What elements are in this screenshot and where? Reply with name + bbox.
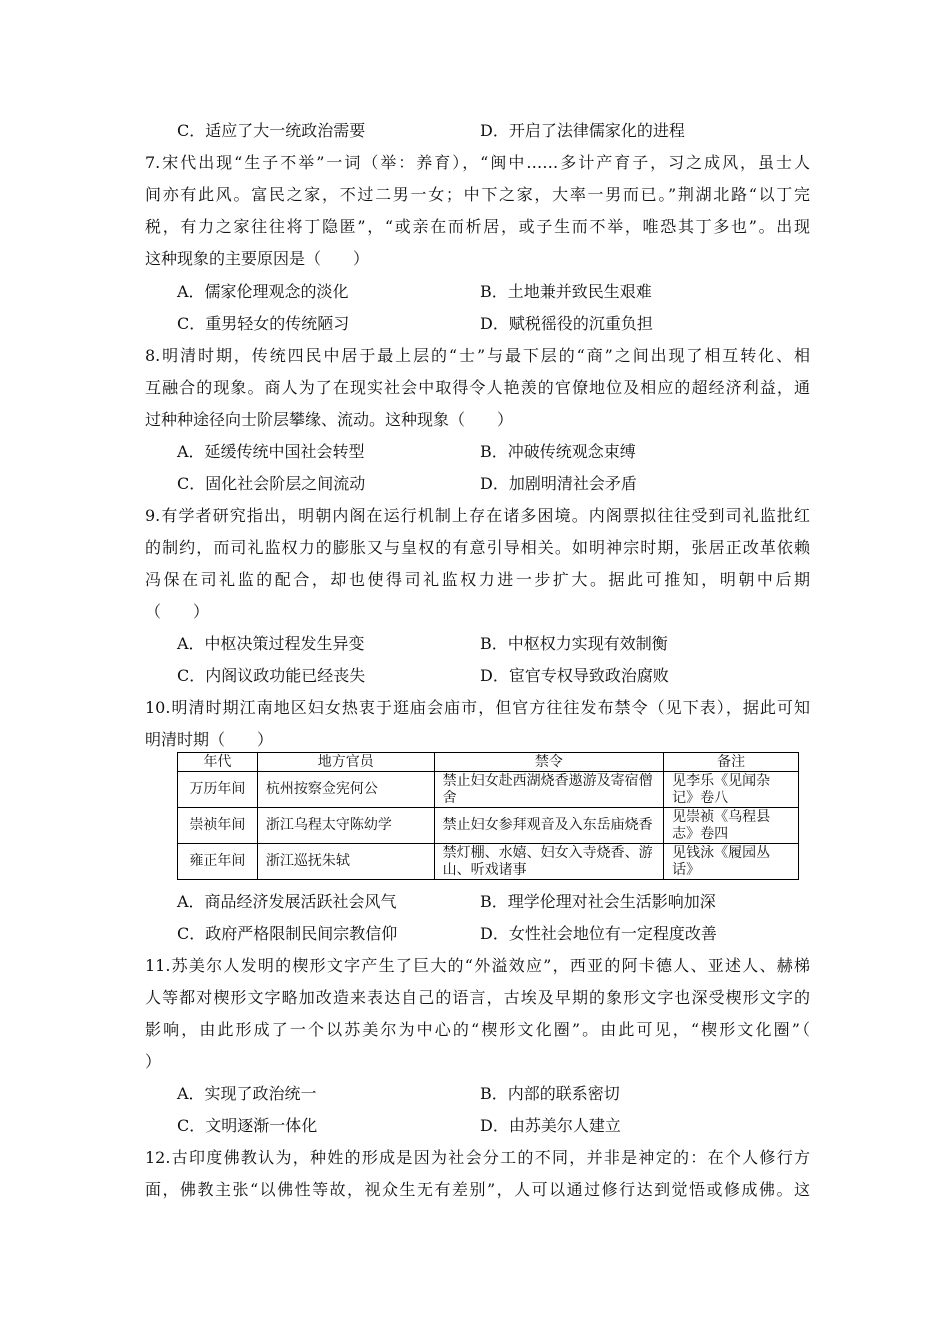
q6-option-d: D．开启了法律儒家化的进程: [480, 121, 685, 140]
table-cell-era: 雍正年间: [178, 844, 258, 880]
table-row: [178, 808, 799, 844]
table-header: 年代: [178, 753, 258, 772]
q7-option-b: B．土地兼并致民生艰难: [480, 282, 652, 301]
q8-text-line: 互融合的现象。商人为了在现实社会中取得令人艳羡的官僚地位及相应的超经济利益，通: [145, 378, 810, 397]
q8-option-c: C．固化社会阶层之间流动: [177, 474, 366, 493]
q8-text-line: 过种种途径向士阶层攀缘、流动。这种现象（ ）: [145, 410, 514, 429]
q10-option-d: D．女性社会地位有一定程度改善: [480, 924, 717, 943]
table-cell-ban: 禁止妇女参拜观音及入东岳庙烧香: [434, 808, 664, 844]
table-header: 备注: [664, 753, 799, 772]
q8-option-a: A．延缓传统中国社会转型: [177, 442, 365, 461]
q10-option-a: A．商品经济发展活跃社会风气: [177, 892, 397, 911]
table-row: [178, 844, 799, 880]
q9-text-line: 冯保在司礼监的配合，却也使得司礼监权力进一步扩大。据此可推知，明朝中后期: [145, 570, 810, 589]
q11-option-a: A．实现了政治统一: [177, 1084, 317, 1103]
q9-option-b: B．中枢权力实现有效制衡: [480, 634, 668, 653]
q7-option-c: C．重男轻女的传统陋习: [177, 314, 350, 333]
q11-text-line: ）: [145, 1052, 162, 1071]
q11-option-d: D．由苏美尔人建立: [480, 1116, 621, 1135]
table-cell-ban: 禁灯棚、水嬉、妇女入寺烧香、游山、听戏诸事: [434, 844, 664, 880]
table-header-row: [178, 753, 799, 772]
q10-option-c: C．政府严格限制民间宗教信仰: [177, 924, 398, 943]
q12-text-line: 12.古印度佛教认为，种姓的形成是因为社会分工的不同，并非是神定的：在个人修行方: [145, 1148, 810, 1167]
q7-text-line: 税，有力之家往往将丁隐匿”，“或亲在而析居，或子生而不举，唯恐其丁多也”。出现: [145, 217, 810, 236]
table-cell-note: 见李乐《见闻杂记》卷八: [664, 772, 799, 808]
q11-option-c: C．文明逐渐一体化: [177, 1116, 318, 1135]
q8-option-b: B．冲破传统观念束缚: [480, 442, 636, 461]
table-row: [178, 772, 799, 808]
q11-text-line: 人等都对楔形文字略加改造来表达自己的语言，古埃及早期的象形文字也深受楔形文字的: [145, 988, 810, 1007]
q11-text-line: 影响，由此形成了一个以苏美尔为中心的“楔形文化圈”。由此可见，“楔形文化圈”（: [145, 1020, 810, 1039]
q11-option-b: B．内部的联系密切: [480, 1084, 620, 1103]
q10-text-line: 10.明清时期江南地区妇女热衷于逛庙会庙市，但官方往往发布禁令（见下表），据此可知: [145, 698, 810, 717]
table-cell-ban: 禁止妇女赴西湖烧香遨游及寄宿僧舍: [434, 772, 664, 808]
q7-text-line: 间亦有此风。富民之家，不过二男一女；中下之家，大率一男而已。”荆湖北路“以丁完: [145, 185, 810, 204]
table-header: 禁令: [434, 753, 664, 772]
table-cell-era: 万历年间: [178, 772, 258, 808]
q9-option-c: C．内阁议政功能已经丧失: [177, 666, 366, 685]
table-cell-official: 浙江乌程太守陈幼学: [257, 808, 434, 844]
q9-option-a: A．中枢决策过程发生异变: [177, 634, 365, 653]
table-header: 地方官员: [257, 753, 434, 772]
table-cell-official: 杭州按察佥宪何公: [257, 772, 434, 808]
q11-text-line: 11.苏美尔人发明的楔形文字产生了巨大的“外溢效应”，西亚的阿卡德人、亚述人、赫梯: [145, 956, 810, 975]
table-cell-era: 崇祯年间: [178, 808, 258, 844]
q9-text-line: （ ）: [145, 602, 210, 621]
q7-text-line: 7.宋代出现“生子不举”一词（举：养育），“闽中……多计产育子，习之成风，虽士人: [145, 153, 810, 172]
q7-option-d: D．赋税徭役的沉重负担: [480, 314, 653, 333]
q6-option-c: C．适应了大一统政治需要: [177, 121, 366, 140]
q8-text-line: 8.明清时期，传统四民中居于最上层的“士”与最下层的“商”之间出现了相互转化、相: [145, 346, 810, 365]
ban-table: [177, 752, 799, 880]
q10-text-line: 明清时期（ ）: [145, 730, 274, 749]
table-cell-official: 浙江巡抚朱轼: [257, 844, 434, 880]
q7-option-a: A．儒家伦理观念的淡化: [177, 282, 349, 301]
q10-option-b: B．理学伦理对社会生活影响加深: [480, 892, 716, 911]
table-cell-note: 见崇祯《乌程县志》卷四: [664, 808, 799, 844]
q7-text-line: 这种现象的主要原因是（ ）: [145, 249, 370, 268]
q9-text-line: 的制约，而司礼监权力的膨胀又与皇权的有意引导相关。如明神宗时期，张居正改革依赖: [145, 538, 810, 557]
q8-option-d: D．加剧明清社会矛盾: [480, 474, 637, 493]
q9-text-line: 9.有学者研究指出，明朝内阁在运行机制上存在诸多困境。内阁票拟往往受到司礼监批红: [145, 506, 810, 525]
table-cell-note: 见钱泳《履园丛话》: [664, 844, 799, 880]
q9-option-d: D．宦官专权导致政治腐败: [480, 666, 669, 685]
q12-text-line: 面，佛教主张“以佛性等故，视众生无有差别”，人可以通过修行达到觉悟或修成佛。这: [145, 1180, 810, 1199]
